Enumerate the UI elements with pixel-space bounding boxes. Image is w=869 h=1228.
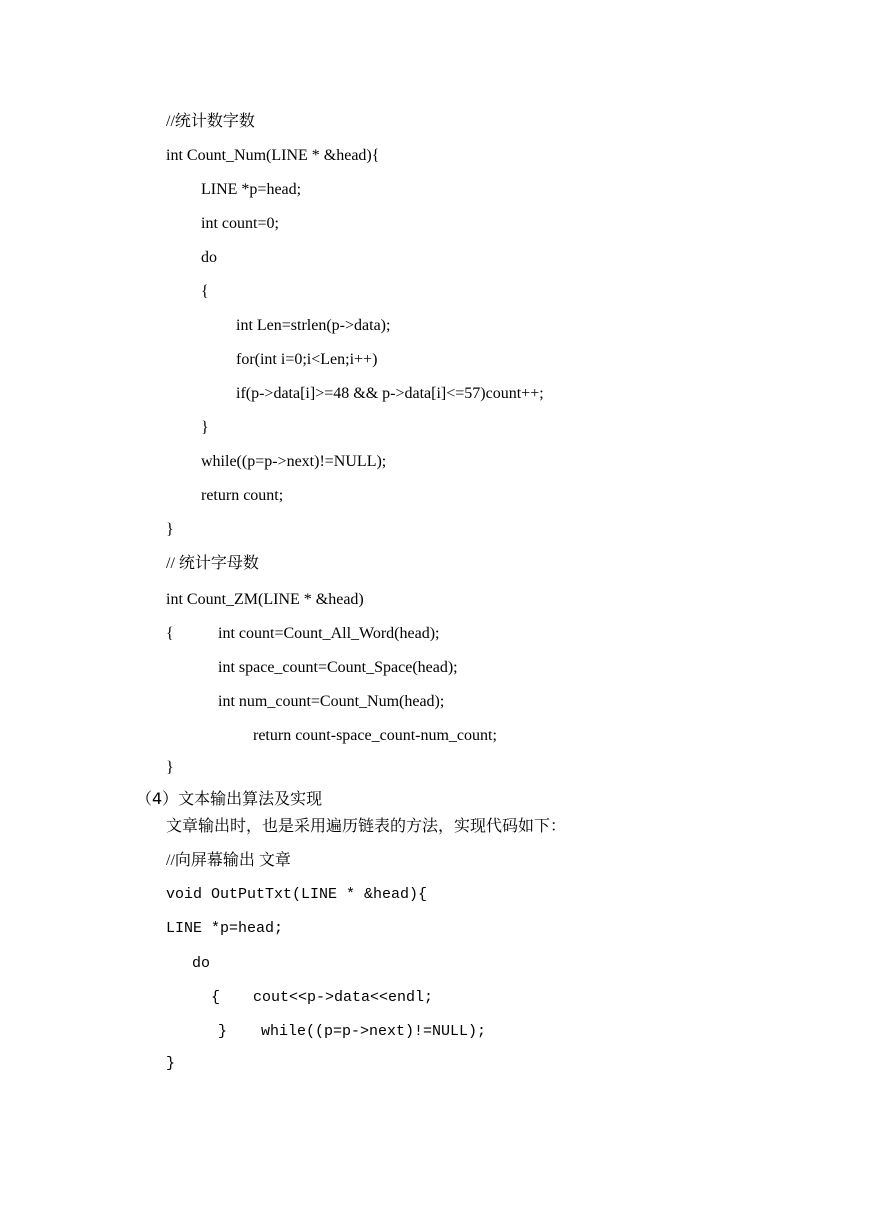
code-line: do (192, 955, 211, 972)
code-line: { (166, 625, 174, 642)
code-comment: //向屏幕输出 文章 (166, 852, 291, 869)
code-line: int num_count=Count_Num(head); (218, 693, 445, 710)
code-line: } (218, 1023, 228, 1040)
section-heading: （4）文本输出算法及实现 (136, 789, 323, 808)
code-line: } (201, 419, 209, 436)
code-comment: //统计数字数 (166, 113, 255, 130)
code-line: int Count_ZM(LINE * &head) (166, 591, 364, 608)
code-line: } (166, 759, 174, 776)
code-line: } (166, 1055, 176, 1072)
code-line: { (201, 283, 209, 300)
code-line: return count-space_count-num_count; (253, 727, 497, 744)
code-line: } (166, 521, 174, 538)
code-line: for(int i=0;i<Len;i++) (236, 351, 378, 368)
code-line: LINE *p=head; (201, 181, 302, 198)
code-line: cout<<p->data<<endl; (253, 989, 434, 1006)
code-line: { (211, 989, 221, 1006)
code-line: return count; (201, 487, 284, 504)
code-line: while((p=p->next)!=NULL); (261, 1023, 487, 1040)
code-line: int space_count=Count_Space(head); (218, 659, 458, 676)
code-line: LINE *p=head; (166, 920, 284, 937)
section-intro: 文章输出时，也是采用遍历链表的方法，实现代码如下： (166, 818, 567, 835)
code-line: if(p->data[i]>=48 && p->data[i]<=57)count++; (236, 385, 544, 402)
code-line: void OutPutTxt(LINE * &head){ (166, 886, 428, 903)
code-line: int Len=strlen(p->data); (236, 317, 391, 334)
code-line: while((p=p->next)!=NULL); (201, 453, 387, 470)
code-line: do (201, 249, 217, 266)
code-line: int Count_Num(LINE * &head){ (166, 147, 380, 164)
code-line: int count=Count_All_Word(head); (218, 625, 440, 642)
code-comment: // 统计字母数 (166, 555, 259, 572)
code-line: int count=0; (201, 215, 279, 232)
